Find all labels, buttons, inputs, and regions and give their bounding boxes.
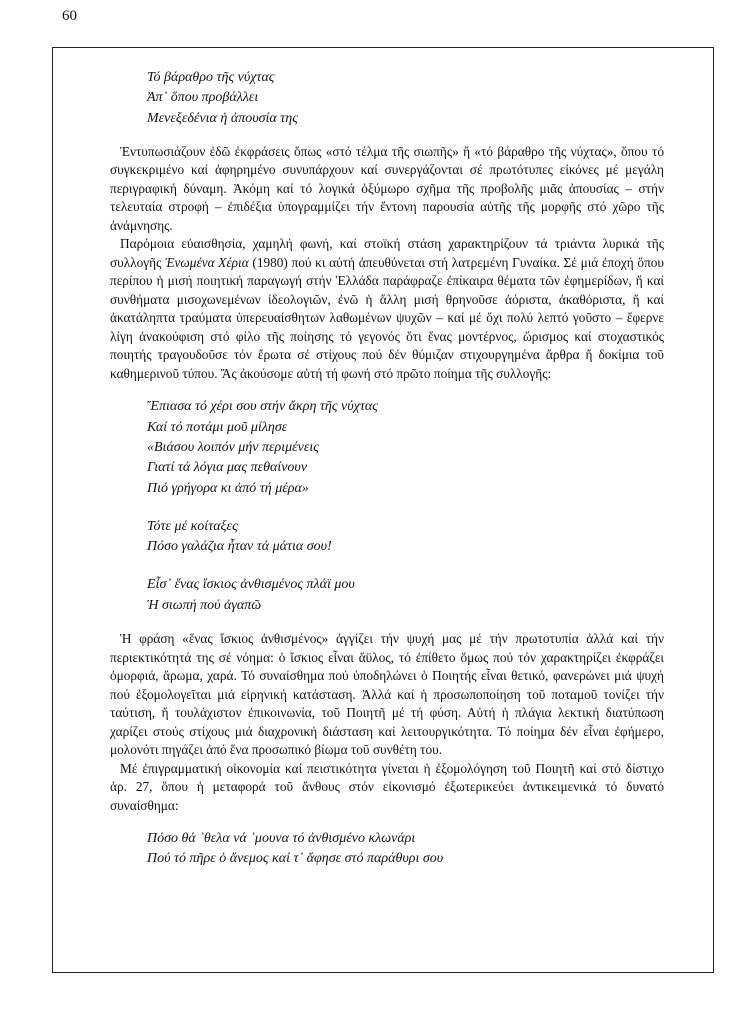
poem-line: Πιό γρήγορα κι ἀπό τή μέρα» bbox=[147, 480, 309, 496]
poem-line: Εἶσ᾽ ἕνας ἴσκιος ἀνθισμένος πλάϊ μου bbox=[147, 577, 355, 593]
poem-line: Καί τό ποτάμι μοῦ μίλησε bbox=[147, 419, 288, 435]
paragraph-2 bbox=[110, 235, 664, 383]
paragraph-2-text: Παρόμοια εὐαισθησία, χαμηλή φωνή, καί στοϊκή στάση χαρακτηρίζουν τά τριάντα λυρικά τῆς συλλογῆς bbox=[110, 236, 664, 270]
poem-line: Μενεξεδένια ἡ ἀπουσία της bbox=[147, 110, 298, 126]
poem-line: Ἀπ᾽ ὅπου προβάλλει bbox=[147, 90, 259, 106]
poem-excerpt-2 bbox=[147, 397, 664, 616]
poem-line: Γιατί τά λόγια μας πεθαίνουν bbox=[147, 460, 308, 476]
poem-line: Τό βάραθρο τῆς νύχτας bbox=[147, 70, 275, 85]
poem-line: Ἡ σιωπή πού ἀγαπῶ bbox=[147, 597, 262, 613]
poem-line: Πόσο γαλάζια ἦταν τά μάτια σου! bbox=[147, 539, 332, 555]
paragraph-4: Μέ ἐπιγραμματική οἰκονομία καί πειστικότητα γίνεται ἡ ἐξομολόγηση τοῦ Ποιητῆ καί στό δίστιχο ἀρ. 27, ὅπου ἡ μεταφορά τοῦ ἄνθους στόν εἰκονισμό ἐξωτερικεύει ἀντικειμενικά τό δυνατό συναίσθημα: bbox=[110, 760, 664, 813]
poem-line: «Βιάσου λοιπόν μήν περιμένεις bbox=[147, 439, 319, 455]
page-number: 60 bbox=[62, 8, 77, 24]
poem-line: Ἔπιασα τό χέρι σου στήν ἄκρη τῆς νύχτας bbox=[147, 399, 378, 415]
page-content bbox=[110, 68, 664, 870]
poem-excerpt-3 bbox=[147, 829, 664, 870]
poem-excerpt-1 bbox=[147, 68, 664, 129]
paragraph-3: Ἡ φράση «ἕνας ἴσκιος ἀνθισμένος» ἀγγίζει τήν ψυχή μας μέ τήν πρωτοτυπία ἀλλά καί τήν περιεκτικότητά της σέ νόημα: ὁ ἴσκιος εἶναι ἄϋλος, τό ἐπίθετο ὅμως πού τόν χαρακτηρίζει ἐκφράζει ὀμορφιά, ἄρωμα, χαρά. Τό συναίσθημα πού ὑποδηλώνει ὁ Ποιητής εἶναι θετικό, φανερώνει μιά ψυχή πού ἐξομολογεῖται μιά εἰρηνική κατάσταση. Ἀλλά καί ἡ προσωποποίηση τοῦ ποταμοῦ τονίζει τήν ταύτιση, ἤ τουλάχιστον ἐπικοινωνία, τοῦ Ποιητῆ μέ τή φύση. Αὐτή ἡ πλάγια λεκτική διατύπωση χαρίζει στούς στίχους μιά διαχρονική διάσταση καί λειτουργικότητα. Τό ποίημα δέν εἶναι ἐφήμερο, μολονότι πηγάζει ἀπό ἕνα προσωπικό βίωμα τοῦ συνθέτη του. bbox=[110, 631, 664, 758]
paragraph-2-text-cont: (1980) πού κι αὐτή ἀπευθύνεται στή λατρεμένη Γυναίκα. Σέ μιά ἐποχή ὅπου περίπου ἡ μισή ποιητική παραγωγή στήν Ἑλλάδα παράφραζε ἐπίκαιρα θέματα τῶν ἐφημερίδων, ἤ καί συνθήματα μισοχωνεμένων ἰδεολογιῶν, ἐνῶ ἡ ἄλλη μισή θρηνοῦσε ἀόριστα, ἀκαθόριστα, ἤ καί ἀκατάληπτα τραύματα ὑπερευαίσθητων λαθωμένων ψυχῶν – καί μέ ὄχι πολύ λεπτό γοῦστο – ἔφερνε λίγη ἀνακούφιση στό φίλο τῆς ποίησης τό γεγονός ὅτι ἕνας μοντέρνος, ὥρισμος καί στοχαστικός ποιητής τραγουδοῦσε τόν ἔρωτα σέ στίχους πού δέν θύμιζαν στιχουργημένα ἄρθρα ἤ δοκίμια τοῦ καθημερινοῦ τύπου. Ἄς ἀκούσομε αὐτή τή φωνή στό πρῶτο ποίημα τῆς συλλογῆς: bbox=[110, 254, 665, 381]
poem-line: Τότε μέ κοίταξες bbox=[147, 518, 238, 534]
paragraph-1: Ἐντυπωσιάζουν ἐδῶ ἐκφράσεις ὅπως «στό τέλμα τῆς σιωπῆς» ἤ «τό βάραθρο τῆς νύχτας», ὅπου τό συγκεκριμένο καί ἀφηρημένο συνυπάρχουν καί συνεργάζονται σέ πρωτότυπες εἰκόνες μέ μεγάλη περιγραφική δύναμη. Ἀκόμη καί τό λογικά ὀξύμωρο σχῆμα τῆς προβολῆς μιᾶς ἀπουσίας – στήν τελευταία στροφή – ἐπιδέξια ὑπογραμμίζει τήν ἔντονη παρουσία αὐτῆς τῆς μορφῆς στό χῶρο τῆς ἀνάμνησης. bbox=[110, 143, 664, 233]
poem-line: Πόσο θά ᾽θελα νά ᾽μουνα τό ἀνθισμένο κλωνάρι bbox=[147, 831, 416, 847]
book-title: Ἑνωμένα Χέρια bbox=[165, 254, 249, 270]
poem-line: Πού τό πῆρε ὁ ἄνεμος καί τ᾽ ἄφησε στό παράθυρι σου bbox=[147, 851, 444, 867]
